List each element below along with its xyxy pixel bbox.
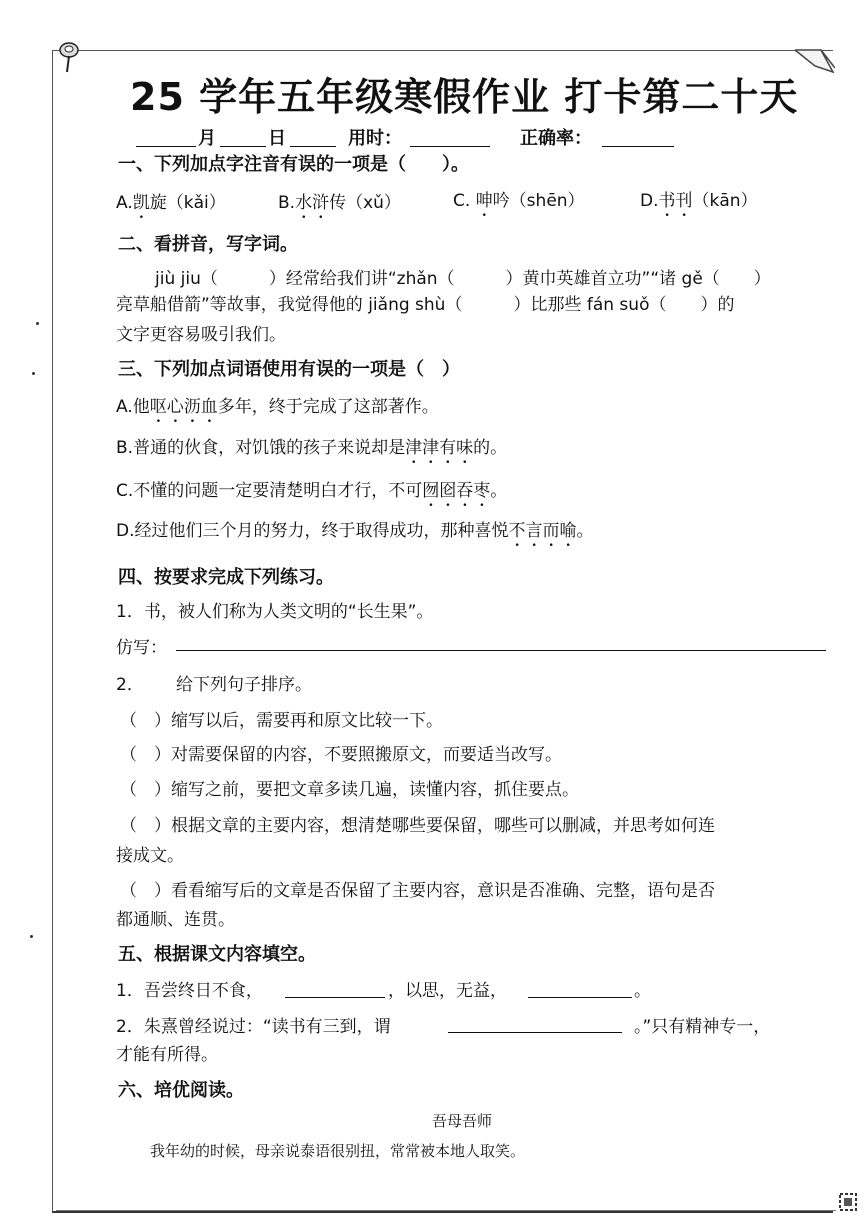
q3-option-b[interactable]: B.普通的伙食，对饥饿的孩子来说却是津津有味的。 [116, 438, 508, 458]
passage-line-1: 我年幼的时候，母亲说泰语很别扭，常常被本地人取笑。 [150, 1142, 526, 1160]
q5-item-1-part-a: 1．吾尝终日不食， [116, 981, 263, 1001]
month-label: 月 [198, 128, 216, 149]
time-used-blank[interactable] [410, 126, 490, 147]
q5-blank-3[interactable] [448, 1032, 622, 1033]
q1-option-c[interactable]: C. 呻吟（shēn） [453, 191, 585, 211]
q5-heading: 五、根据课文内容填空。 [118, 944, 316, 965]
page-curl-corner [795, 44, 835, 80]
sort-sentence-4[interactable]: （ ）根据文章的主要内容，想清楚哪些要保留，哪些可以删减，并思考如何连 [120, 816, 715, 836]
worksheet-border [52, 50, 833, 1213]
day-trailing-blank[interactable] [290, 126, 336, 147]
q5-item-1-part-b: ，以思，无益， [388, 981, 507, 1001]
accuracy-blank[interactable] [602, 126, 674, 147]
time-used-label: 用时： [348, 128, 402, 149]
q3-option-a[interactable]: A.他呕心沥血多年，终于完成了这部著作。 [116, 397, 439, 417]
q3-option-d[interactable]: D.经过他们三个月的努力，终于取得成功，那种喜悦不言而喻。 [116, 521, 594, 541]
q5-blank-1[interactable] [285, 997, 385, 998]
q1-option-a[interactable]: A.凯旋（kǎi） [116, 193, 226, 213]
q2-line-1: jiù jiu（ ）经常给我们讲“zhǎn（ ）黄巾英雄首立功”“诸 gě（ ） [155, 269, 771, 289]
day-blank[interactable] [220, 126, 266, 147]
pushpin-icon [54, 40, 84, 74]
q5-item-2-part-a: 2．朱熹曾经说过：“读书有三到，谓 [116, 1017, 391, 1037]
scan-mark [32, 372, 35, 375]
sort-sentence-1[interactable]: （ ）缩写以后，需要再和原文比较一下。 [120, 711, 443, 731]
q5-item-1-part-c: 。 [634, 981, 651, 1001]
q2-heading: 二、看拼音，写字词。 [118, 234, 298, 255]
q1-option-d[interactable]: D.书刊（kān） [640, 191, 758, 211]
q5-blank-2[interactable] [528, 997, 632, 998]
q4-item-2-number: 2． [116, 675, 144, 695]
q1-heading: 一、下列加点字注音有误的一项是（ ）。 [118, 154, 469, 175]
month-blank[interactable] [136, 126, 196, 147]
accuracy-label: 正确率： [520, 128, 592, 149]
page-edge-line [56, 1210, 836, 1211]
passage-title: 吾母吾师 [432, 1112, 493, 1130]
sort-sentence-5[interactable]: （ ）看看缩写后的文章是否保留了主要内容，意识是否准确、完整，语句是否 [120, 881, 715, 901]
sort-sentence-5-cont: 都通顺、连贯。 [116, 910, 235, 930]
sort-sentence-2[interactable]: （ ）对需要保留的内容，不要照搬原文，而要适当改写。 [120, 745, 562, 765]
day-label: 日 [268, 128, 286, 149]
q1-option-b[interactable]: B.水浒传（xǔ） [278, 193, 401, 213]
q5-item-2-part-b: 。”只有精神专一， [634, 1017, 771, 1037]
imitate-answer-line[interactable] [176, 650, 826, 651]
q2-line-2: 亮草船借箭”等故事，我觉得他的 jiǎng shù（ ）比那些 fán suǒ（ ）的 [116, 295, 735, 315]
q3-option-c[interactable]: C.不懂的问题一定要清楚明白才行，不可囫囵吞枣。 [116, 481, 508, 501]
sort-sentence-4-cont: 接成文。 [116, 846, 184, 866]
q2-line-3: 文字更容易吸引我们。 [116, 325, 286, 345]
scan-mark [36, 322, 39, 325]
imitate-label: 仿写： [116, 638, 167, 658]
page-title: 25 学年五年级寒假作业 打卡第二十天 [130, 75, 799, 119]
q4-item-2: 给下列句子排序。 [176, 675, 312, 695]
q4-heading: 四、按要求完成下列练习。 [118, 567, 334, 588]
q6-heading: 六、培优阅读。 [118, 1080, 244, 1101]
corner-stamp-icon [838, 1192, 858, 1212]
q4-item-1: 1．书，被人们称为人类文明的“长生果”。 [116, 602, 434, 622]
q3-heading: 三、下列加点词语使用有误的一项是（ ） [118, 359, 460, 380]
sort-sentence-3[interactable]: （ ）缩写之前，要把文章多读几遍，读懂内容，抓住要点。 [120, 780, 579, 800]
q5-item-2-part-c: 才能有所得。 [116, 1045, 218, 1065]
scan-mark [30, 935, 33, 938]
